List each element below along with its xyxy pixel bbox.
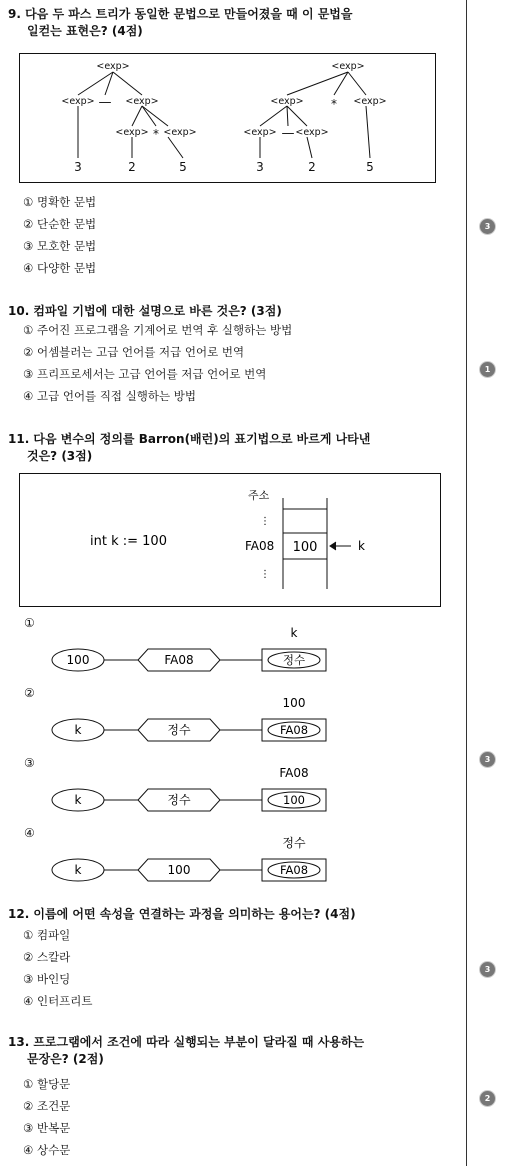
tree-leaf: 5 [179, 160, 187, 174]
tree-node: <exp> [331, 61, 365, 72]
option-11-1-number[interactable]: ① [24, 616, 35, 630]
option-10-4[interactable]: ④ 고급 언어를 직접 실행하는 방법 [23, 389, 197, 403]
diagram-name: k [74, 723, 82, 737]
question-12-title: 12. 이름에 어떤 속성을 연결하는 과정을 의미하는 용어는? (4점) [8, 907, 356, 921]
dots: ⋮ [260, 569, 270, 580]
answer-badge: 2 [480, 1091, 495, 1106]
dots: ⋮ [260, 516, 270, 527]
tree-node: <exp> [96, 61, 130, 72]
barron-diagram[interactable] [50, 830, 350, 886]
diagram-label: 정수 [282, 836, 306, 850]
diagram-middle: 정수 [167, 723, 191, 737]
question-10-title: 10. 컴파일 기법에 대한 설명으로 바른 것은? (3점) [8, 304, 282, 318]
tree-star: * [153, 127, 159, 141]
var-name: k [358, 539, 365, 553]
tree-minus: — [98, 95, 112, 110]
option-13-1[interactable]: ① 할당문 [23, 1077, 71, 1091]
code-text: int k := 100 [90, 534, 167, 549]
diagram-name: k [74, 793, 82, 807]
tree-node: <exp> [61, 96, 95, 107]
answer-badge: 3 [480, 219, 495, 234]
option-11-4-number[interactable]: ④ [24, 826, 35, 840]
diagram-middle: 정수 [167, 793, 191, 807]
page-divider [466, 0, 467, 1166]
option-10-3[interactable]: ③ 프리프로세서는 고급 언어를 저급 언어로 번역 [23, 367, 267, 381]
diagram-middle: 100 [167, 863, 191, 877]
option-10-2[interactable]: ② 어셈블러는 고급 언어를 저급 언어로 번역 [23, 345, 245, 359]
diagram-box: 100 [283, 793, 305, 807]
diagram-label: FA08 [279, 766, 309, 780]
option-13-4[interactable]: ④ 상수문 [23, 1143, 71, 1157]
tree-star: * [331, 97, 337, 111]
variable-figure [19, 473, 441, 607]
question-9-title: 9. 다음 두 파스 트리가 동일한 문법으로 만들어졌을 때 이 문법을 일컫는 표현은? (4점) [8, 7, 353, 38]
option-12-1[interactable]: ① 컴파일 [23, 928, 71, 942]
option-9-1[interactable]: ① 명확한 문법 [23, 195, 97, 209]
option-9-4[interactable]: ④ 다양한 문법 [23, 261, 97, 275]
cell-value: 100 [292, 540, 318, 555]
answer-badge: 1 [480, 362, 495, 377]
diagram-name: k [74, 863, 82, 877]
answer-badge: 3 [480, 752, 495, 767]
barron-diagram[interactable] [50, 760, 350, 816]
option-9-3[interactable]: ③ 모호한 문법 [23, 239, 97, 253]
option-13-3[interactable]: ③ 반복문 [23, 1121, 71, 1135]
answer-badge: 3 [480, 962, 495, 977]
parse-tree-figure [19, 53, 436, 183]
question-11-title: 11. 다음 변수의 정의를 Barron(배런)의 표기법으로 바르게 나타낸 것은? (3점) [8, 432, 371, 463]
question-13-title: 13. 프로그램에서 조건에 따라 실행되는 부분이 달라질 때 사용하는 문장은? (2점) [8, 1035, 365, 1066]
tree-leaf: 2 [308, 160, 316, 174]
addr-value: FA08 [245, 539, 275, 553]
tree-node: <exp> [295, 127, 329, 138]
barron-diagram[interactable] [50, 690, 350, 746]
addr-header: 주소 [248, 489, 270, 502]
option-12-2[interactable]: ② 스칼라 [23, 950, 71, 964]
diagram-label: k [290, 626, 298, 640]
diagram-box: 정수 [282, 653, 306, 667]
diagram-box: FA08 [279, 723, 309, 737]
barron-diagram[interactable] [50, 620, 350, 676]
tree-node: <exp> [243, 127, 277, 138]
option-13-2[interactable]: ② 조건문 [23, 1099, 71, 1113]
tree-minus: — [281, 126, 295, 141]
option-12-4[interactable]: ④ 인터프리트 [23, 994, 93, 1008]
tree-node: <exp> [270, 96, 304, 107]
tree-node: <exp> [115, 127, 149, 138]
tree-leaf: 2 [128, 160, 136, 174]
option-11-3-number[interactable]: ③ [24, 756, 35, 770]
tree-leaf: 3 [256, 160, 264, 174]
option-11-2-number[interactable]: ② [24, 686, 35, 700]
tree-leaf: 3 [74, 160, 82, 174]
option-10-1[interactable]: ① 주어진 프로그램을 기계어로 번역 후 실행하는 방법 [23, 323, 293, 337]
diagram-name: 100 [66, 653, 90, 667]
tree-leaf: 5 [366, 160, 374, 174]
option-12-3[interactable]: ③ 바인딩 [23, 972, 71, 986]
diagram-box: FA08 [279, 863, 309, 877]
diagram-label: 100 [282, 696, 306, 710]
tree-node: <exp> [163, 127, 197, 138]
tree-node: <exp> [353, 96, 387, 107]
diagram-middle: FA08 [164, 653, 194, 667]
tree-node: <exp> [125, 96, 159, 107]
option-9-2[interactable]: ② 단순한 문법 [23, 217, 97, 231]
